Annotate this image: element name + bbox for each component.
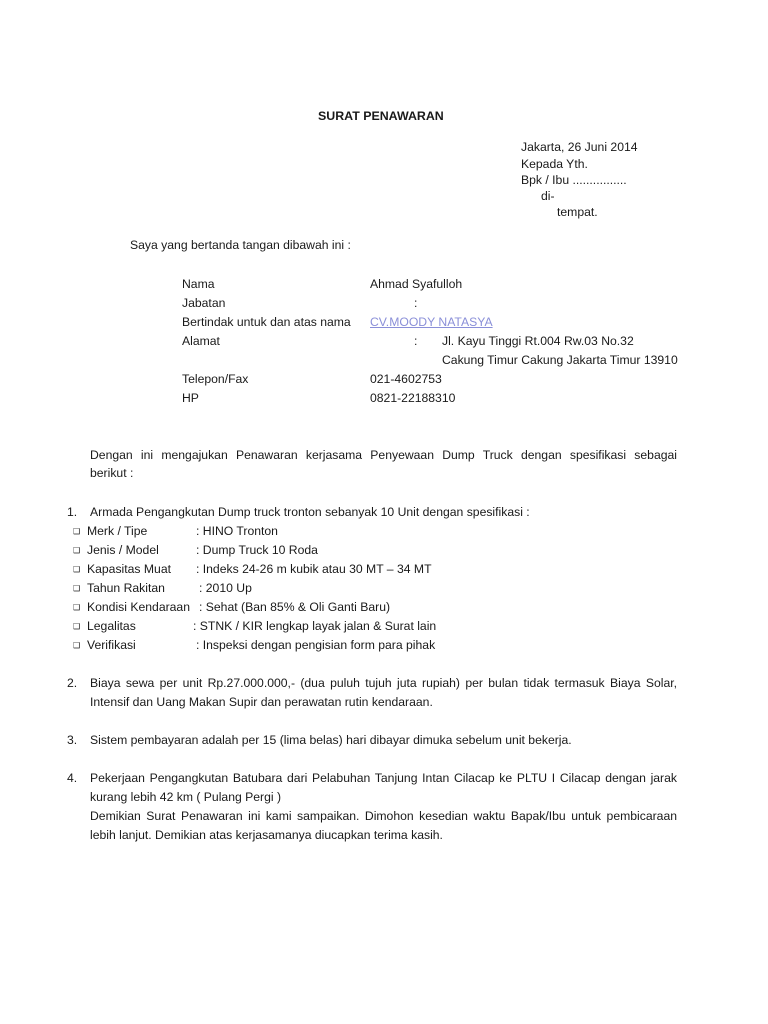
spec-label: Tahun Rakitan xyxy=(87,581,165,595)
bertindak-label: Bertindak untuk dan atas nama xyxy=(182,315,351,329)
nama-value: Ahmad Syafulloh xyxy=(370,277,463,291)
item1-text: Armada Pengangkutan Dump truck tronton sebanyak 10 Unit dengan spesifikasi : xyxy=(90,505,530,519)
alamat-line2: Cakung Timur Cakung Jakarta Timur 13910 xyxy=(442,353,678,367)
spec-value: : Sehat (Ban 85% & Oli Ganti Baru) xyxy=(199,600,391,614)
recipient-di: di- xyxy=(541,189,555,203)
alamat-label: Alamat xyxy=(182,334,220,348)
spec-label: Merk / Tipe xyxy=(87,524,148,538)
spec-value: : 2010 Up xyxy=(199,581,252,595)
telepon-label: Telepon/Fax xyxy=(182,372,249,386)
spec-value: : STNK / KIR lengkap layak jalan & Surat lain xyxy=(193,619,437,633)
opening-sentence: Saya yang bertanda tangan dibawah ini : xyxy=(130,238,351,252)
spec-label: Jenis / Model xyxy=(87,543,159,557)
spec-bullet-icon: ❑ xyxy=(73,546,81,555)
item2-line2: Intensif dan Uang Makan Supir dan perawatan rutin kendaraan. xyxy=(90,695,433,709)
item4-line2: kurang lebih 42 km ( Pulang Pergi ) xyxy=(90,790,282,804)
nama-label: Nama xyxy=(182,277,215,291)
item3-number: 3. xyxy=(67,733,78,747)
company-link[interactable]: CV.MOODY NATASYA xyxy=(370,315,493,329)
item1-number: 1. xyxy=(67,505,78,519)
intro-line2: berikut : xyxy=(90,466,134,480)
telepon-value: 021-4602753 xyxy=(370,372,442,386)
spec-bullet-icon: ❑ xyxy=(73,622,81,631)
item2-number: 2. xyxy=(67,676,78,690)
recipient-place: tempat. xyxy=(557,205,598,219)
item2-line1: Biaya sewa per unit Rp.27.000.000,- (dua puluh tujuh juta rupiah) per bulan tidak termasuk Biaya Solar, xyxy=(90,676,677,690)
spec-value: : HINO Tronton xyxy=(196,524,278,538)
item3-text: Sistem pembayaran adalah per 15 (lima belas) hari dibayar dimuka sebelum unit bekerja. xyxy=(90,733,572,747)
letter-title: SURAT PENAWARAN xyxy=(318,109,444,123)
item4-line1: Pekerjaan Pengangkutan Batubara dari Pelabuhan Tanjung Intan Cilacap ke PLTU I Cilacap dengan jarak xyxy=(90,771,677,785)
hp-label: HP xyxy=(182,391,199,405)
spec-label: Verifikasi xyxy=(87,638,136,652)
spec-bullet-icon: ❑ xyxy=(73,565,81,574)
spec-label: Legalitas xyxy=(87,619,136,633)
spec-value: : Inspeksi dengan pengisian form para pihak xyxy=(196,638,436,652)
spec-label: Kapasitas Muat xyxy=(87,562,172,576)
hp-value: 0821-22188310 xyxy=(370,391,456,405)
item4-number: 4. xyxy=(67,771,78,785)
spec-label: Kondisi Kendaraan xyxy=(87,600,190,614)
jabatan-colon: : xyxy=(414,296,418,310)
spec-value: : Dump Truck 10 Roda xyxy=(196,543,318,557)
spec-bullet-icon: ❑ xyxy=(73,603,81,612)
spec-value: : Indeks 24-26 m kubik atau 30 MT – 34 MT xyxy=(196,562,432,576)
intro-line1: Dengan ini mengajukan Penawaran kerjasama Penyewaan Dump Truck dengan spesifikasi sebagai xyxy=(90,448,677,462)
jabatan-label: Jabatan xyxy=(182,296,226,310)
alamat-line1: Jl. Kayu Tinggi Rt.004 Rw.03 No.32 xyxy=(442,334,634,348)
spec-bullet-icon: ❑ xyxy=(73,527,81,536)
recipient-greeting: Kepada Yth. xyxy=(521,157,588,171)
closing-line1: Demikian Surat Penawaran ini kami sampaikan. Dimohon kesedian waktu Bapak/Ibu untuk pembicaraan xyxy=(90,809,677,823)
spec-bullet-icon: ❑ xyxy=(73,641,81,650)
letter-date: Jakarta, 26 Juni 2014 xyxy=(521,140,638,154)
recipient-name: Bpk / Ibu ................ xyxy=(521,173,627,187)
closing-line2: lebih lanjut. Demikian atas kerjasamanya diucapkan terima kasih. xyxy=(90,828,443,842)
spec-bullet-icon: ❑ xyxy=(73,584,81,593)
alamat-colon: : xyxy=(414,334,418,348)
